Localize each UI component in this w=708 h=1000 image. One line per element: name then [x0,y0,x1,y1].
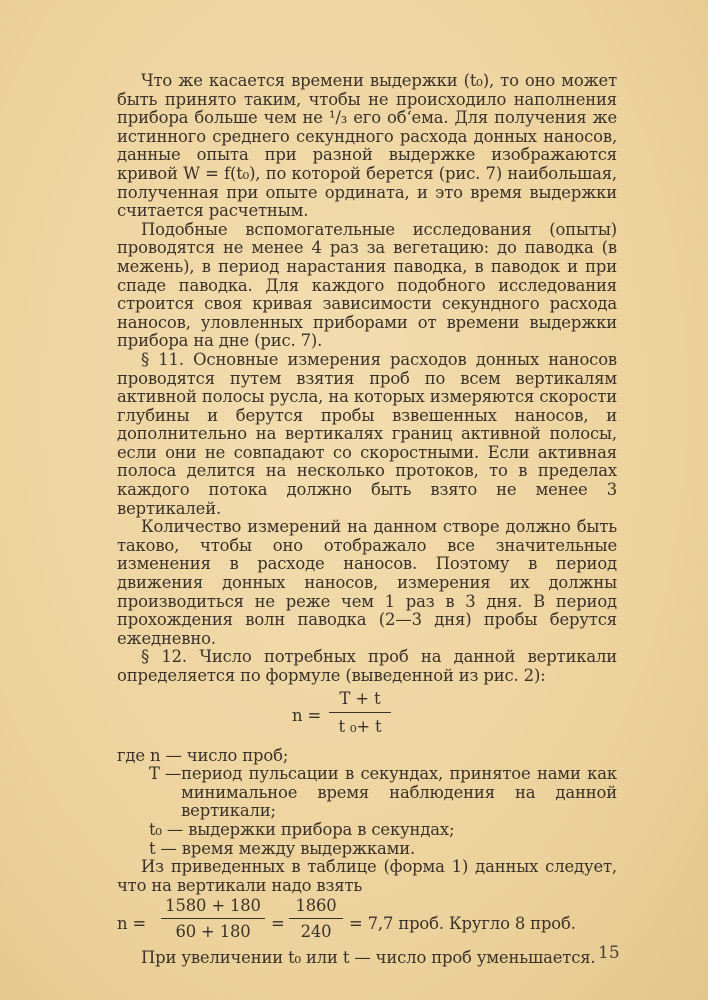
formula-denominator: t ₀+ t [338,716,382,736]
calc-equals: = [271,914,285,934]
legend-desc-T: период пульсации в секундах, принятое нами как минимальное время наблюдения на данной вертикали; [181,764,617,821]
formula-sample-count [117,689,617,745]
formula-numerator: T + t [339,688,381,708]
page-number: 15 [598,943,620,963]
legend-item-t0: t₀ — выдержки прибора в секундах; [149,819,455,839]
formula-legend [117,747,617,859]
fraction-bar [329,712,391,713]
fraction-bar [161,918,265,919]
calc-denominator-1: 60 + 180 [175,922,251,942]
paragraph-section-11: § 11. Основные измерения расходов донных наносов проводятся путем взятия проб по всем вертикалям активной полосы русла, на которых измеряются скорости глубины и берутся пробы взвешенных наносов, и дополнительно на вертикалях границ активной полосы, если они не совпадают со скоростными. Если активная полоса делится на несколько протоков, то в пределах каждого потока должно быть взято не менее 3 вертикалей. [117,349,617,518]
legend-symbol-T: T — [149,764,182,784]
calc-numerator-2: 1860 [295,896,337,916]
fraction-bar [289,918,343,919]
paragraph-conclusion: При увеличении t₀ или t — число проб уменьшается. [141,948,596,968]
paragraph-section-12: § 12. Число потребных проб на данной вертикали определяется по формуле (выведенной из рис. 2): [117,647,617,685]
legend-item-T [117,765,617,821]
calc-result: = 7,7 проб. Кругло 8 проб. [349,914,576,934]
paragraph-auxiliary-studies: Подобные вспомогательные исследования (опыты) проводятся не менее 4 раз за вегетацию: до паводка (в межень), в период нарастания паводка, в паводок и при спаде паводка. Для каждого подобного исследования строится своя кривая зависимости секундного расхода наносов, уловленных приборами от времени выдержки прибора на дне (рис. 7). [117,219,617,351]
paragraph-exposure-time: Что же касается времени выдержки (t₀), то оно может быть принято таким, чтобы не происходило наполнения прибора больше чем не ¹/₃ его об‘ема. Для получения же истинного среднего секундного расхода донных наносов, данные опыта при разной выдержке изображаются кривой W = f(t₀), по которой берется (рис. 7) наибольшая, полученная при опыте ордината, и это время выдержки считается расчетным. [117,71,617,221]
paragraph-table-result: Из приведенных в таблице (форма 1) данных следует, что на вертикали надо взять [117,857,617,895]
legend-intro: где n — число проб; [117,745,289,765]
calc-fraction-2 [289,897,343,942]
calc-fraction-1 [161,897,265,942]
formula-lhs: n = [292,705,322,725]
calc-numerator-1: 1580 + 180 [165,896,261,916]
calc-denominator-2: 240 [300,922,332,942]
paragraph-measurement-count: Количество измерений на данном створе должно быть таково, чтобы оно отображало все значительные изменения в расходе наносов. Поэтому в период движения донных наносов, измерения их должны производиться не реже чем 1 раз в 3 дня. В период прохождения волн паводка (2—3 дня) пробы берутся ежедневно. [117,517,617,648]
calc-lhs: n = [117,914,147,934]
legend-item-t: t — время между выдержками. [149,838,416,858]
formula-fraction [329,689,391,737]
page-text-body [117,72,617,968]
formula-calculation [117,897,617,949]
